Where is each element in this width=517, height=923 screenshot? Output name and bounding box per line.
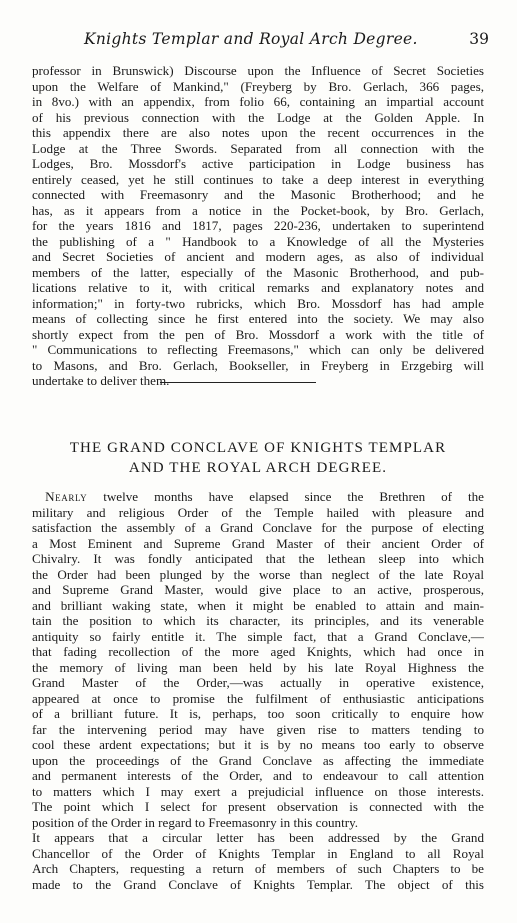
text-line: information;" in forty-two rubricks, which Bro. Mossdorf has had ample (32, 295, 484, 311)
text-line: It appears that a circular letter has been addressed by the Grand (32, 830, 484, 846)
text-line: appeared at once to promise the fulfilment of enthusiastic anticipations (32, 690, 484, 706)
running-head-title: Knights Templar and Royal Arch Degree. (84, 30, 418, 48)
text-line: antiquity so fairly entitle it. The simple fact, that a Grand Conclave,— (32, 628, 484, 644)
first-line-text: twelve months have elapsed since the Brethren of the (87, 489, 484, 504)
text-line: to matters which I may exert a prejudicial influence on those interests. (32, 783, 484, 799)
text-line: has, as it appears from a notice in the Pocket-book, by Bro. Gerlach, (32, 202, 484, 218)
text-line: position of the Order in regard to Freemasonry in this country. (32, 814, 359, 830)
text-line: Grand Master of the Order,—was actually in operative existence, (32, 675, 484, 691)
text-line: The point which I select for present observation is connected with the (32, 799, 484, 815)
text-line: military and religious Order of the Temple hailed with pleasure and (32, 504, 484, 520)
text-line: cool these ardent expectations; but it is by no means too early to observe (32, 737, 484, 753)
text-line: upon the Welfare of Mankind," (Freyberg by Bro. Gerlach, 366 pages, (32, 78, 484, 94)
text-line: the publishing of a " Handbook to a Knowledge of all the Mysteries (32, 233, 484, 249)
text-line: Arch Chapters, requesting a return of members of such Chapters to be (32, 861, 484, 877)
text-line: and Secret Societies of ancient and modern ages, as also of individual (32, 249, 484, 265)
text-line: Chancellor of the Order of Knights Templar in England to all Royal (32, 845, 484, 861)
text-line: tain the position to which its character, its principles, and its venerable (32, 613, 484, 629)
text-line: shortly expect from the pen of Bro. Mossdorf a work with the title of (32, 326, 484, 342)
text-line: satisfaction the assembly of a Grand Conclave for the purpose of electing (32, 520, 484, 536)
text-line: Lodges, Bro. Mossdorf's active participation in Lodge business has (32, 156, 484, 172)
text-line: lications relative to it, with critical remarks and explanatory notes and (32, 280, 484, 296)
text-line: far the intervening period may have given rise to matters tending to (32, 721, 484, 737)
text-line: that fading recollection of the more aged Knights, which had once in (32, 644, 484, 660)
text-line: a Most Eminent and Supreme Grand Master of their ancient Order of (32, 535, 484, 551)
text-line: for the years 1816 and 1817, pages 220-236, undertaken to superintend (32, 218, 484, 234)
text-line: entirely ceased, yet he still continues to take a deep interest in everything (32, 171, 484, 187)
text-line: the Order had been plunged by the worse than neglect of the late Royal (32, 566, 484, 582)
text-line: undertake to deliver them. (32, 373, 170, 389)
text-line: and Supreme Grand Master, would give place to an active, prosperous, (32, 582, 484, 598)
text-line: the memory of living man been held by his late Royal Highness the (32, 659, 484, 675)
drop-word: Nearly (45, 489, 88, 504)
text-line: in 8vo.) with an appendix, from folio 66, containing an impartial account (32, 94, 484, 110)
text-line: to Masons, and Bro. Gerlach, Bookseller, in Freyberg in Erzgebirg will (32, 357, 484, 373)
text-line: means of collecting since he first entered into the society. We may also (32, 311, 484, 327)
article-body (32, 489, 484, 892)
text-line: this appendix there are also notes upon the recent occurrences in the (32, 125, 484, 141)
text-line: of a brilliant future. It is, perhaps, too soon critically to enquire how (32, 706, 484, 722)
text-line: made to the Grand Conclave of Knights Templar. The object of this (32, 876, 484, 892)
text-line: of his previous connection with the Lodge at the Golden Apple. In (32, 109, 484, 125)
running-head (0, 30, 517, 52)
first-text-line (32, 489, 484, 505)
text-line: members of the latter, especially of the Masonic Brotherhood, and pub- (32, 264, 484, 280)
text-line: and brilliant waking state, when it might be enabled to attain and main- (32, 597, 484, 613)
text-line: professor in Brunswick) Discourse upon the Influence of Secret Societies (32, 63, 484, 78)
page-number: 39 (469, 30, 489, 48)
text-line: Chivalry. It was fondly anticipated that the lethean sleep into which (32, 551, 484, 567)
section-heading-line-1: THE GRAND CONCLAVE OF KNIGHTS TEMPLAR (69, 440, 447, 456)
paragraph-mossdorf (32, 63, 484, 389)
text-line: " Communications to reflecting Freemasons," which can only be delivered (32, 342, 484, 358)
section-divider (160, 382, 316, 383)
text-line: and permanent interests of the Order, and to endeavour to call attention (32, 768, 484, 784)
text-line: upon the proceedings of the Grand Conclave as affecting the immediate (32, 752, 484, 768)
text-line: Lodge at the Three Swords. Separated from all connection with the (32, 140, 484, 156)
section-heading-line-2: AND THE ROYAL ARCH DEGREE. (128, 460, 388, 476)
text-line: connected with Freemasonry and the Masonic Brotherhood; and he (32, 187, 484, 203)
